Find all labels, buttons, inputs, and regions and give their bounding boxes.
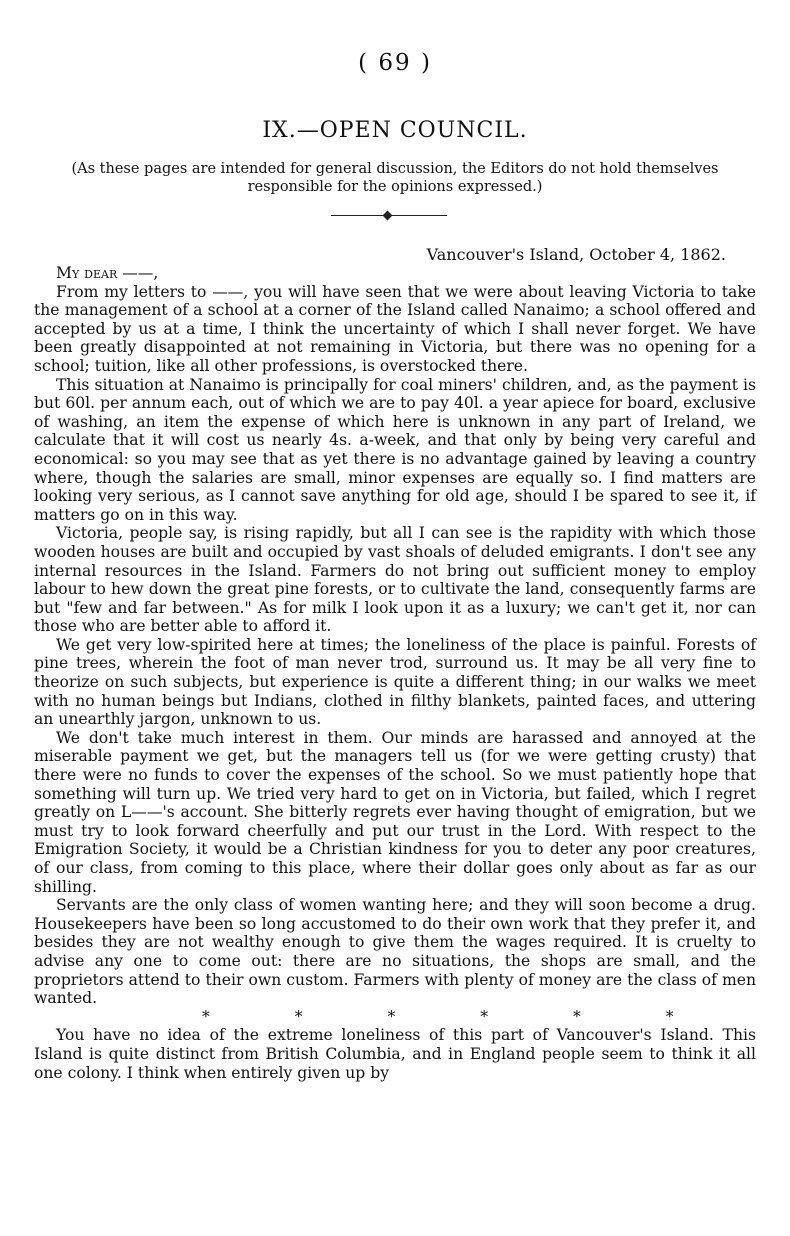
letter-paragraph-7: You have no idea of the extreme loneliness of this part of Vancouver's Island. This Island is quite distinct from British Columbia, and in England people seem to think it all one colony. I think when entirely given up by — [34, 1026, 756, 1082]
letter-paragraph-1: From my letters to ——, you will have seen that we were about leaving Victoria to take the management of a school at a corner of the Island called Nanaimo; a school offered and accepted by us at a time, I think the uncertainty of which I shall never forget. We have been greatly disappointed at not remaining in Victoria, but there was no opening for a school; tuition, like all other professions, is overstocked there. — [34, 282, 756, 375]
letter-salutation: My dear ——, — [56, 264, 159, 282]
divider-ornament — [383, 211, 393, 221]
letter-dateline: Vancouver's Island, October 4, 1862. — [426, 245, 726, 264]
omission-stars: * * * * * * — [202, 1007, 674, 1026]
letter-paragraph-2: This situation at Nanaimo is principally for coal miners' children, and, as the payment is but 60l. per annum each, out of which we are to pay 40l. a year apiece for board, exclusive of washing, an item the expense of which here is unknown in any part of Ireland, we calculate that it will cost us nearly 4s. a-week, and that only by being very careful and economical: so you may see that as yet there is no advantage gained by leaving a country where, though the salaries are small, minor expenses are equally so. I find matters are looking very serious, as I cannot save anything for old age, should I be spared to see it, if matters go on in this way. — [34, 375, 756, 524]
page-number: ( 69 ) — [358, 50, 432, 76]
editorial-disclaimer: (As these pages are intended for general discussion, the Editors do not hold themselves responsible for the opinions expressed.) — [71, 161, 719, 195]
letter-body — [34, 264, 756, 1082]
letter-paragraph-3: Victoria, people say, is rising rapidly, but all I can see is the rapidity with which those wooden houses are built and occupied by vast shoals of deluded emigrants. I don't see any internal resources in the Island. Farmers do not bring out sufficient money to employ labour to hew down the great pine forests, or to cultivate the land, consequently farms are but "few and far between." As for milk I look upon it as a luxury; we can't get it, nor can those who are better able to afford it. — [34, 524, 756, 636]
letter-paragraph-5: We don't take much interest in them. Our minds are harassed and annoyed at the miserable payment we get, but the managers tell us (for we were getting crusty) that there were no funds to cover the expenses of the school. So we must patiently hope that something will turn up. We tried very hard to get on in Victoria, but failed, which I regret greatly on L——'s account. She bitterly regrets ever having thought of emigration, but we must try to look forward cheerfully and put our trust in the Lord. With respect to the Emigration Society, it would be a Christian kindness for you to deter any poor creatures, of our class, from coming to this place, where their dollar goes only about as far as our shilling. — [34, 728, 756, 896]
letter-paragraph-6: Servants are the only class of women wanting here; and they will soon become a drug. Housekeepers have been so long accustomed to do their own work that they prefer it, and besides they are not wealthy enough to give them the wages required. It is cruelty to advise any one to come out: there are no situations, the shops are small, and the proprietors attend to their own custom. Farmers with plenty of money are the class of men wanted. — [34, 896, 756, 1008]
letter-paragraph-4: We get very low-spirited here at times; the loneliness of the place is painful. Forests of pine trees, wherein the foot of man never trod, surround us. It may be all very fine to theorize on such subjects, but experience is quite a different thing; in our walks we meet with no human beings but Indians, clothed in filthy blankets, painted faces, and uttering an unearthly jargon, unknown to us. — [34, 635, 756, 729]
section-title: IX.—OPEN COUNCIL. — [262, 118, 528, 143]
